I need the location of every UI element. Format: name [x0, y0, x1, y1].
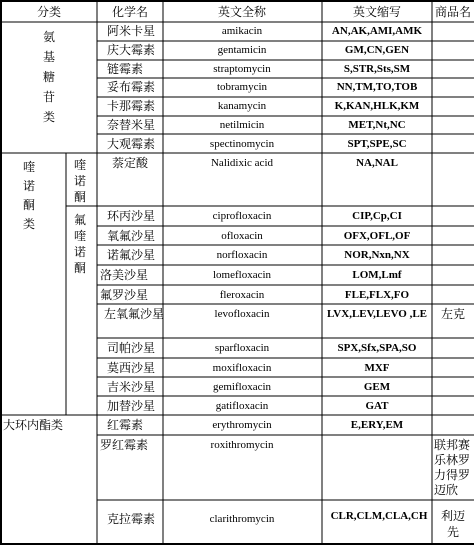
drug-cn-name: 环丙沙星 — [107, 209, 156, 223]
drug-en-name: clarithromycin — [209, 513, 275, 525]
drug-cn-name: 司帕沙星 — [107, 341, 156, 355]
drug-en-name: Nalidixic acid — [210, 157, 274, 169]
header-trade-name: 商品名 — [434, 5, 472, 19]
drug-abbr: SPX,Sfx,SPA,SO — [337, 342, 417, 354]
drug-cn-name: 链霉素 — [107, 62, 144, 76]
drug-cn-name: 罗红霉素 — [100, 438, 149, 452]
drug-en-name: norfloxacin — [216, 249, 268, 261]
drug-cn-name: 诺氟沙星 — [107, 248, 156, 262]
header-abbreviation: 英文缩写 — [352, 5, 402, 19]
drug-en-name: gatifloxacin — [215, 400, 269, 412]
drug-en-name: fleroxacin — [219, 289, 265, 301]
drug-cn-name: 卡那霉素 — [107, 99, 156, 113]
drug-abbr: K,KAN,HLK,KM — [334, 100, 420, 112]
drug-cn-name: 阿米卡星 — [107, 24, 156, 38]
drug-cn-name: 莫西沙星 — [107, 361, 156, 375]
drug-cn-name: 萘定酸 — [112, 156, 149, 170]
drug-en-name: amikacin — [221, 25, 263, 37]
category-macrolides: 大环内酯类 — [3, 418, 64, 432]
drug-abbr: S,STR,Sts,SM — [343, 63, 411, 75]
drug-trade-name: 联邦赛乐林罗力得罗迈欣 — [434, 438, 471, 497]
drug-abbr: SPT,SPE,SC — [347, 138, 407, 150]
drug-cn-name: 妥布霉素 — [107, 80, 156, 94]
drug-en-name: gemifloxacin — [212, 381, 272, 393]
category-quinolones-sub2: 氟喹诺酮 — [73, 213, 86, 275]
drug-abbr: LVX,LEV,LEVO ,LE — [326, 308, 428, 320]
drug-abbr: E,ERY,EM — [350, 419, 404, 431]
drug-cn-name: 奈替米星 — [107, 118, 156, 132]
drug-en-name: gentamicin — [217, 44, 267, 56]
drug-abbr: AN,AK,AMI,AMK — [331, 25, 423, 37]
drug-en-name: sparfloxacin — [214, 342, 270, 354]
drug-cn-name: 庆大霉素 — [107, 43, 156, 57]
drug-cn-name: 克拉霉素 — [107, 512, 156, 526]
drug-en-name: moxifloxacin — [212, 362, 272, 374]
drug-abbr: GEM — [363, 381, 391, 393]
header-english-name: 英文全称 — [217, 5, 267, 19]
drug-abbr: NN,TM,TO,TOB — [336, 81, 418, 93]
drug-abbr: CLR,CLM,CLA,CH — [330, 510, 428, 522]
drug-trade-name: 左克 — [440, 307, 466, 321]
drug-cn-name: 吉米沙星 — [107, 380, 156, 394]
drug-abbr: LOM,Lmf — [352, 269, 402, 281]
drug-en-name: straptomycin — [213, 63, 271, 75]
drug-en-name: lomefloxacin — [212, 269, 272, 281]
drug-abbr: MXF — [364, 362, 390, 374]
drug-abbr: NOR,Nxn,NX — [344, 249, 410, 261]
drug-cn-name: 左氧氟沙星 — [104, 307, 165, 321]
category-quinolones-sub1: 喹诺酮 — [73, 158, 86, 204]
drug-abbr: GAT — [365, 400, 389, 412]
drug-en-name: ofloxacin — [221, 230, 263, 242]
drug-abbr: OFX,OFL,OF — [343, 230, 411, 242]
drug-en-name: erythromycin — [212, 419, 272, 431]
header-chem-name: 化学名 — [111, 5, 149, 19]
drug-cn-name: 加替沙星 — [107, 399, 156, 413]
drug-abbr: GM,CN,GEN — [344, 44, 410, 56]
drug-cn-name: 氧氟沙星 — [107, 229, 156, 243]
drug-cn-name: 洛美沙星 — [100, 268, 149, 282]
drug-en-name: tobramycin — [216, 81, 268, 93]
drug-cn-name: 氟罗沙星 — [100, 288, 149, 302]
drug-abbr: CIP,Cp,CI — [352, 210, 402, 222]
drug-en-name: netilmicin — [219, 119, 265, 131]
drug-en-name: spectinomycin — [209, 138, 275, 150]
header-category: 分类 — [36, 5, 62, 19]
drug-en-name: kanamycin — [217, 100, 267, 112]
drug-abbr: MET,Nt,NC — [348, 119, 406, 131]
drug-cn-name: 大观霉素 — [107, 137, 156, 151]
drug-en-name: roxithromycin — [210, 439, 274, 451]
drug-en-name: ciprofloxacin — [212, 210, 272, 222]
category-aminoglycosides: 氨基糖苷类 — [42, 30, 55, 124]
drug-abbr: FLE,FLX,FO — [344, 289, 410, 301]
drug-en-name: levofloxacin — [214, 308, 270, 320]
drug-trade-name: 利迈先 — [440, 509, 465, 539]
category-quinolones: 喹诺酮类 — [22, 160, 35, 231]
drug-cn-name: 红霉素 — [107, 418, 144, 432]
drug-abbr: NA,NAL — [356, 157, 398, 169]
